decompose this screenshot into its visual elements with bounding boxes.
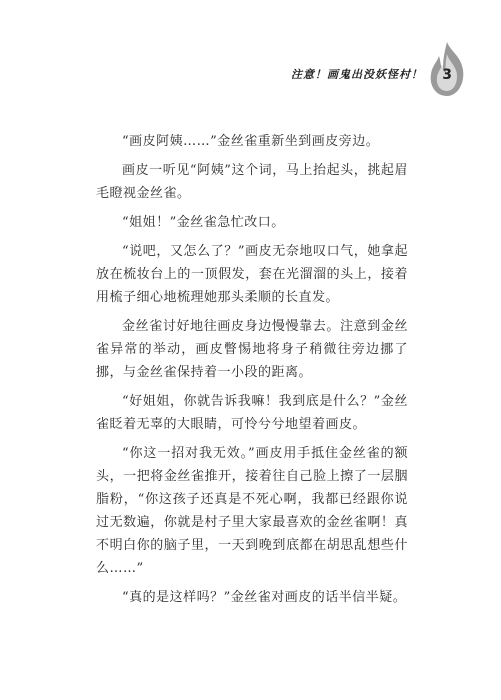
page-number: 3 bbox=[442, 67, 452, 83]
page-header bbox=[0, 40, 501, 100]
paragraph: “画皮阿姨……”金丝雀重新坐到画皮旁边。 bbox=[122, 134, 380, 149]
paragraph: “真的是这样吗？”金丝雀对画皮的话半信半疑。 bbox=[122, 590, 407, 605]
running-title: 注意！画鬼出没妖怪村！ bbox=[291, 68, 423, 81]
paragraph: “好姐姐，你就告诉我嘛！我到底是什么？”金丝雀眨着无辜的大眼睛，可怜兮兮地望着画皮。 bbox=[96, 394, 408, 432]
body-text bbox=[96, 130, 408, 615]
paragraph: 画皮一听见“阿姨”这个词，马上抬起头，挑起眉毛瞪视金丝雀。 bbox=[96, 163, 408, 201]
paragraph: 金丝雀讨好地往画皮身边慢慢靠去。注意到金丝雀异常的举动，画皮瞥惕地将身子稍微往旁边挪了挪，与金丝雀保持着一小段的距离。 bbox=[96, 319, 408, 380]
paragraph: “你这一招对我无效。”画皮用手抵住金丝雀的额头，一把将金丝雀推开，接着往自己脸上擦了一层胭脂粉，“你这孩子还真是不死心啊，我都已经跟你说过无数遍，你就是村子里大家最喜欢的金丝雀啊！真不明白你的脑子里，一天到晚到底都在胡思乱想些什么……” bbox=[96, 446, 408, 576]
paragraph: “说吧，又怎么了？”画皮无奈地叹口气，她拿起放在梳妆台上的一顶假发，套在光溜溜的头上，接着用梳子细心地梳理她那头柔顺的长直发。 bbox=[96, 244, 408, 305]
paragraph: “姐姐！”金丝雀急忙改口。 bbox=[122, 215, 285, 230]
